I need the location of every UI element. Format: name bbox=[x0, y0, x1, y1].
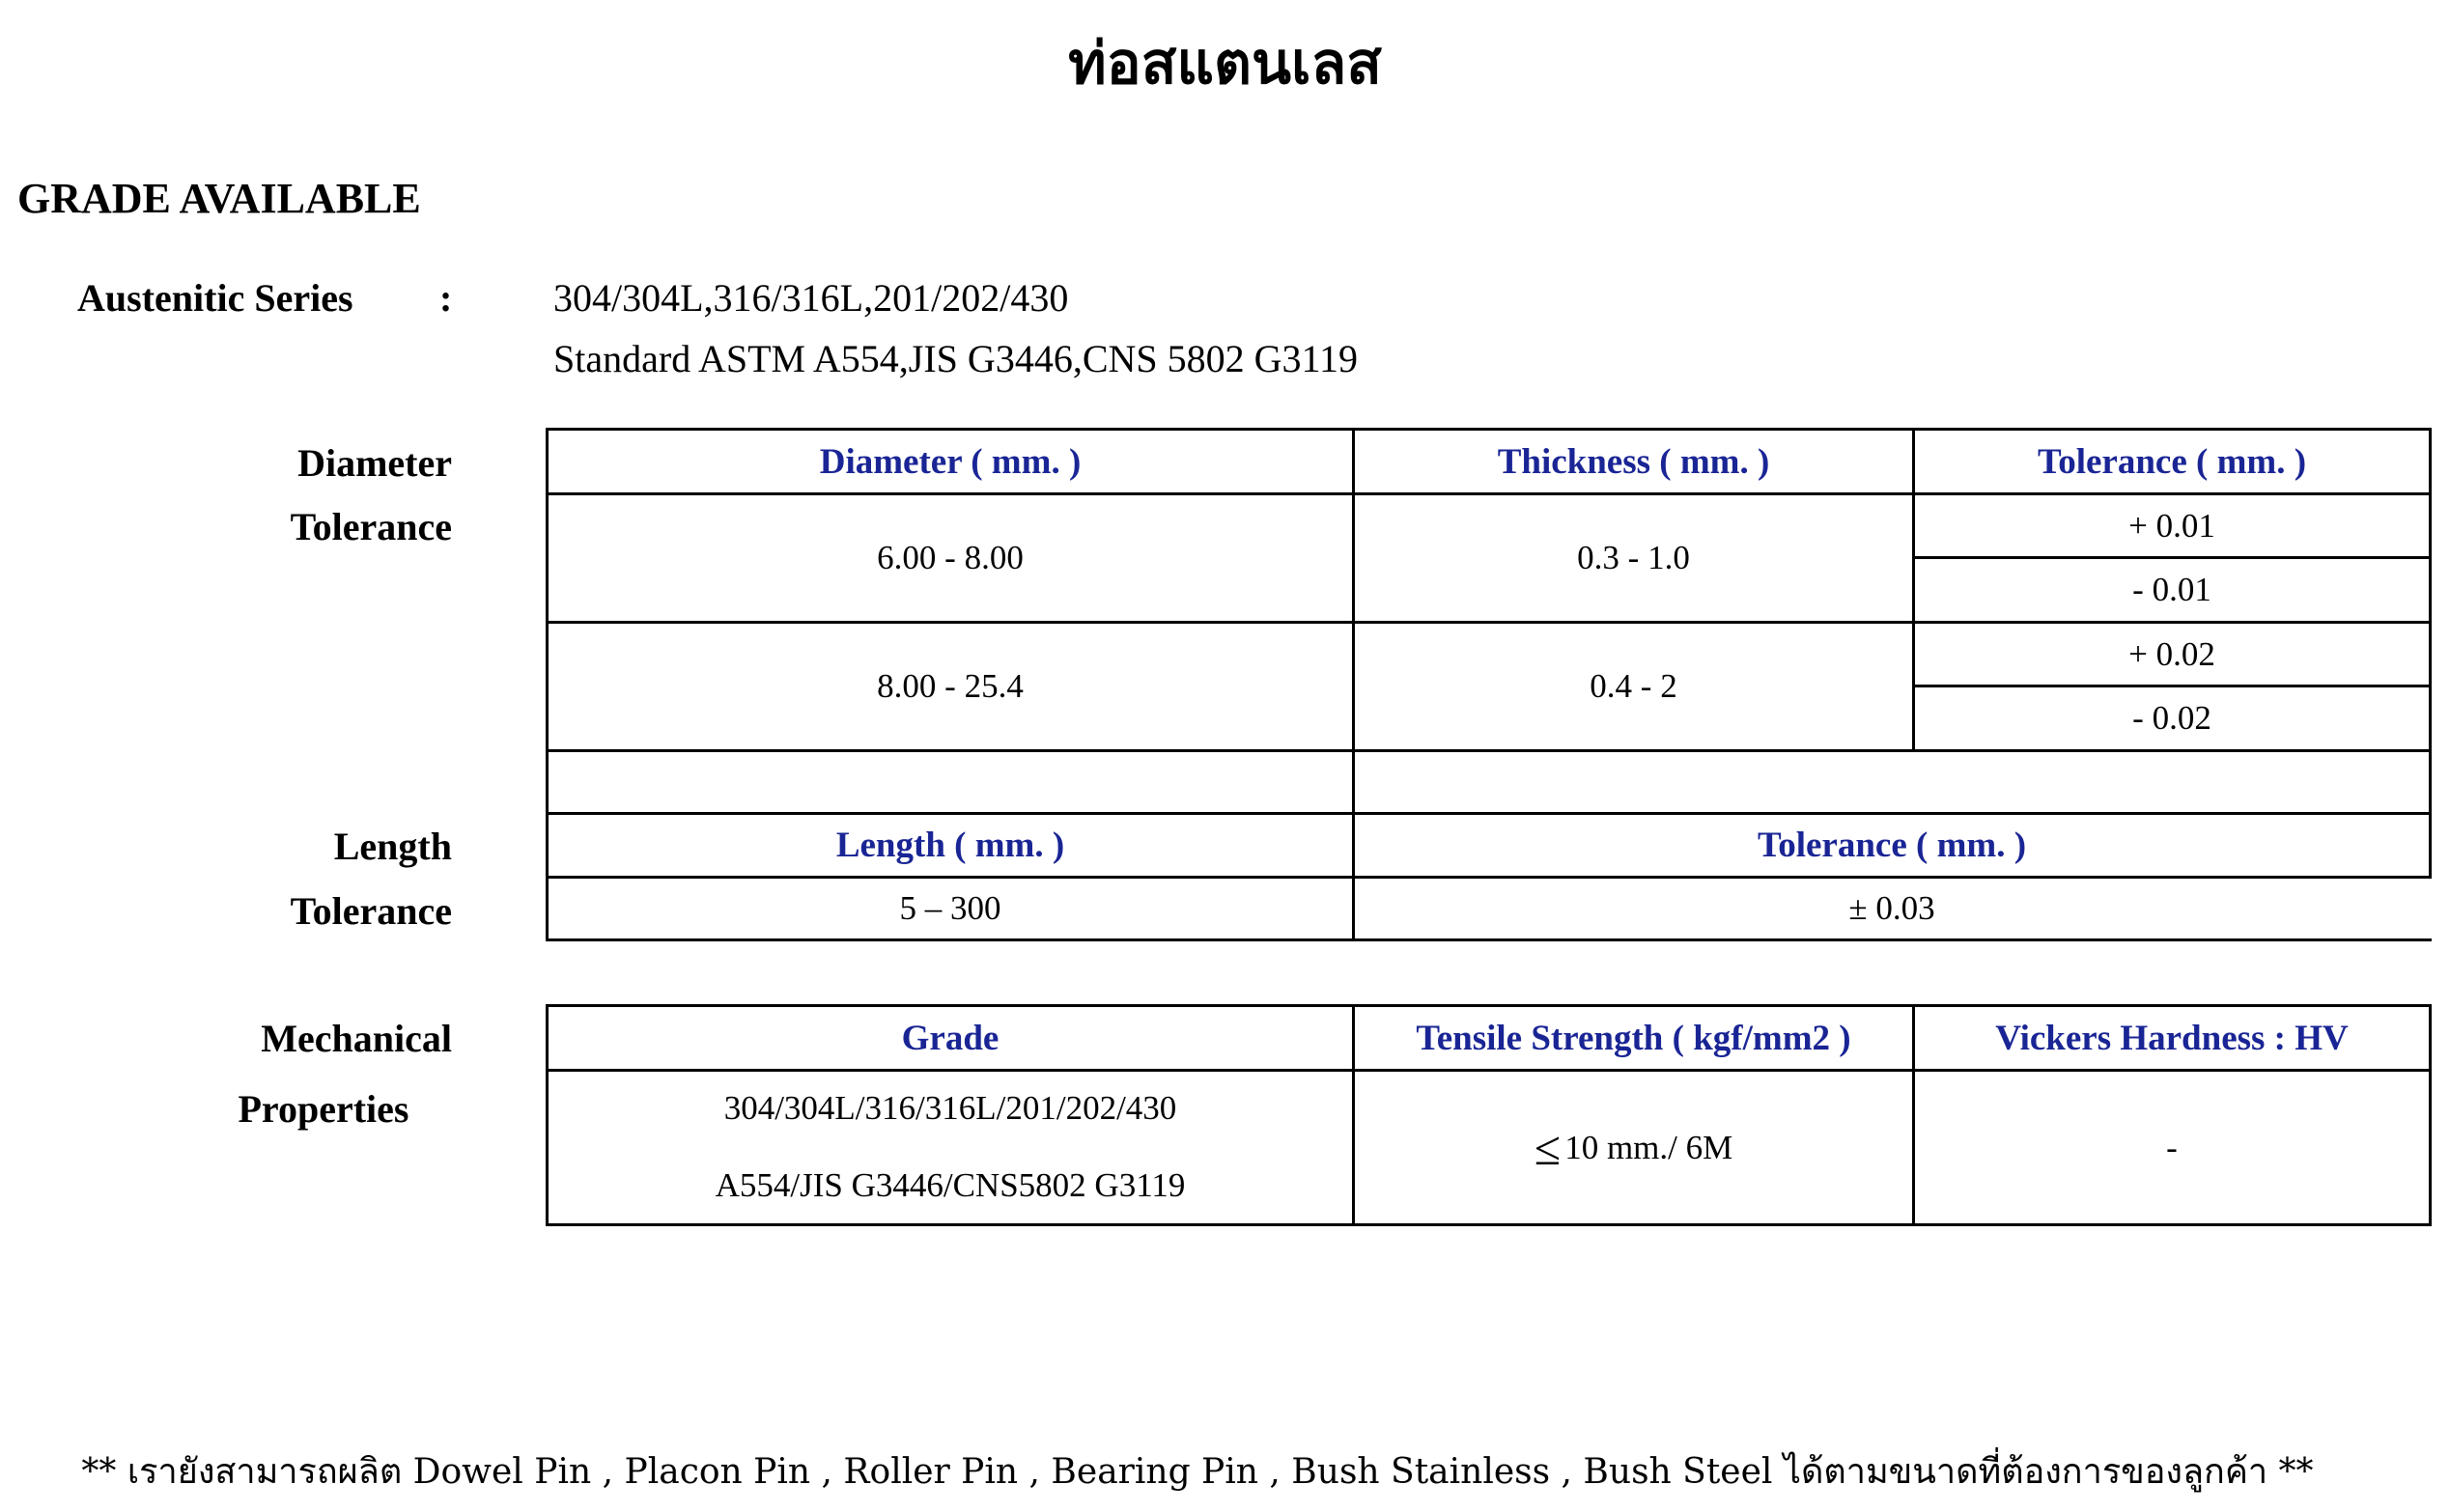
austenitic-standard: Standard ASTM A554,JIS G3446,CNS 5802 G3119 bbox=[553, 337, 1359, 380]
header-tolerance: Tolerance ( mm. ) bbox=[2037, 441, 2307, 482]
table-row-1-diameter: 6.00 - 8.00 bbox=[877, 539, 1024, 576]
austenitic-colon: : bbox=[439, 276, 453, 320]
table-row-2-diameter: 8.00 - 25.4 bbox=[877, 667, 1024, 705]
header-length-tolerance: Tolerance ( mm. ) bbox=[1757, 826, 2027, 865]
mechanical-label: Mechanical bbox=[261, 1017, 452, 1060]
length-tolerance-label: Tolerance bbox=[290, 889, 452, 933]
header-tensile-strength: Tensile Strength ( kgf/mm2 ) bbox=[1416, 1018, 1851, 1058]
header-diameter: Diameter ( mm. ) bbox=[819, 441, 1082, 482]
length-tolerance-value: ± 0.03 bbox=[1848, 889, 1935, 927]
length-label: Length bbox=[333, 825, 452, 868]
less-equal-icon: ≤ bbox=[1534, 1120, 1562, 1175]
footer-note: ** เรายังสามารถผลิต Dowel Pin , Placon Pin , Roller Pin , Bearing Pin , Bush Stainless , Bush Steel ได้ตามขนาดที่ต้องการของลูกค้า ** bbox=[81, 1452, 2314, 1492]
table-row-2-tolerance-minus: - 0.02 bbox=[2132, 699, 2211, 737]
vickers-hardness-value: - bbox=[2166, 1128, 2178, 1166]
tensile-strength-text: 10 mm./ 6M bbox=[1564, 1128, 1733, 1166]
properties-label: Properties bbox=[238, 1087, 409, 1131]
austenitic-grades: 304/304L,316/316L,201/202/430 bbox=[553, 276, 1069, 320]
tensile-strength-value bbox=[1355, 1072, 1912, 1223]
diameter-tolerance-label: Tolerance bbox=[290, 505, 452, 548]
header-grade: Grade bbox=[901, 1018, 1000, 1058]
header-length: Length ( mm. ) bbox=[835, 826, 1065, 865]
table-row-2-thickness: 0.4 - 2 bbox=[1590, 667, 1677, 705]
page-title: ท่อสแตนเลส bbox=[1068, 30, 1382, 98]
table-row-1-thickness: 0.3 - 1.0 bbox=[1577, 539, 1690, 576]
section-heading: GRADE AVAILABLE bbox=[17, 175, 421, 222]
length-value: 5 – 300 bbox=[899, 889, 1001, 927]
table-row-2-tolerance-plus: + 0.02 bbox=[2128, 634, 2215, 673]
table-row-1-tolerance-plus: + 0.01 bbox=[2128, 506, 2215, 545]
header-thickness: Thickness ( mm. ) bbox=[1497, 441, 1770, 482]
diameter-label: Diameter bbox=[297, 441, 452, 485]
table-row-1-tolerance-minus: - 0.01 bbox=[2132, 571, 2211, 608]
austenitic-series-label: Austenitic Series bbox=[77, 276, 353, 320]
grade-line-2: A554/JIS G3446/CNS5802 G3119 bbox=[715, 1166, 1186, 1204]
grade-line-1: 304/304L/316/316L/201/202/430 bbox=[723, 1089, 1177, 1127]
header-vickers-hardness: Vickers Hardness : HV bbox=[1995, 1018, 2349, 1058]
